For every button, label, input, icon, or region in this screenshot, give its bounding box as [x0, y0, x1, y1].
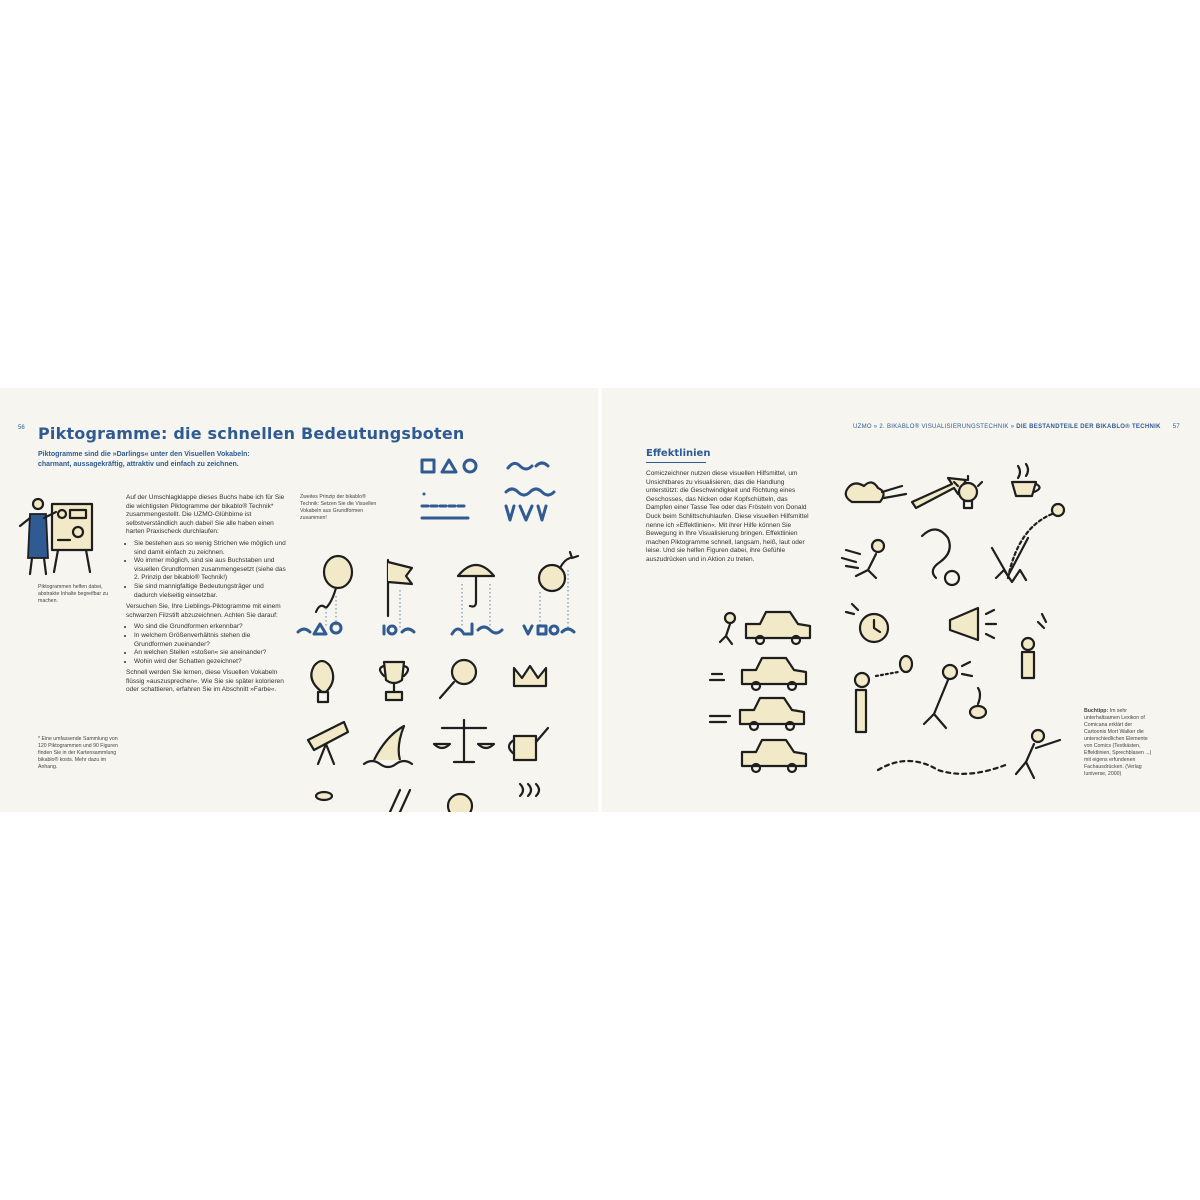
car-icon [710, 658, 806, 690]
ball-throw-icon [992, 504, 1064, 582]
effect-figures [838, 584, 1058, 784]
body-text [126, 494, 288, 698]
triangle-icon [442, 460, 456, 472]
crown-icon [514, 666, 546, 686]
circle-icon [464, 460, 476, 472]
running-head-prefix: UZMO » 2. BIKABLO® VISUALISIERUNGSTECHNIK » [852, 424, 1017, 430]
figure-caption: Piktogrammen helfen dabei, abstrakte Inhalte begreifbar zu machen. [38, 584, 109, 604]
spiral-tracks-icon [922, 529, 959, 585]
wave-icon [506, 489, 554, 495]
magnifier-icon [440, 660, 476, 698]
flag-icon [388, 560, 412, 628]
footnote: * Eine umfassende Sammlung von 120 Piktogrammen und 90 Figuren finden Sie in der Kartensammlung bikablo® kosts. Mehr dazu im Anhang. [38, 736, 118, 770]
alarm-clock-icon [846, 604, 888, 642]
page-title: Piktogramme: die schnellen Bedeutungsboten [38, 424, 465, 443]
trophy-icon [380, 662, 408, 700]
effect-lines-top [832, 458, 1072, 588]
list-item: • Sie sind mannigfaltige Bedeutungsträger und dadurch vielseitig einsetzbar. [134, 583, 288, 600]
principle-caption: Zweites Prinzip der bikablo® Technik: Setzen Sie die Visuellen Vokabeln aus Grundformen zusammen! [300, 494, 377, 521]
car-icon [710, 698, 804, 730]
bomb-icon [539, 552, 578, 628]
fast-ball-icon [846, 482, 906, 502]
running-head-section: DIE BESTANDTEILE DER BIKABLO® TECHNIK [1016, 424, 1161, 430]
light-bulb-icon [311, 661, 333, 702]
pointing-figure-icon [878, 730, 1060, 778]
book-tip [1084, 708, 1154, 778]
bullet-list-2 [126, 623, 288, 666]
letter-u-icon [506, 506, 514, 520]
list-item: • Wo sind die Grundformen erkennbar? [134, 623, 288, 632]
page-number-right: 57 [1172, 424, 1180, 430]
ladder-icon [390, 790, 410, 812]
list-item: • In welchem Größenverhältnis stehen die Grundformen zueinander? [134, 632, 288, 649]
telescope-icon [308, 722, 348, 764]
megaphone-icon [950, 608, 996, 640]
shivering-figure-icon [1022, 614, 1046, 678]
section-body: Comiczeichner nutzen diese visuellen Hilfsmittel, um Unsichtbares zu visualisieren, das die Handlung unterstützt: die Geschwindigkeit und Richtung eines Geschosses, das Nicken oder Kopfschütteln, das Dampfen einer Tasse Tee oder das Frösteln von Donald Duck beim Schlittschuhlaufen. Diese visuellen Hilfsmittel nenne ich »Effektlinien«. Mit ihrer Hilfe können Sie Bewegung in Ihre Visualisierung bringen. Effektlinien machen Piktogramme schnell, langsam, heiß, laut oder leise. Und sie helfen Figuren dabei, ihre Gefühle auszudrücken und in Aktion zu treten. [646, 470, 809, 563]
cars-illustration [710, 584, 830, 784]
bullet-list-1 [126, 540, 288, 600]
left-page [0, 388, 598, 812]
list-item: • Wo immer möglich, sind sie aus Buchstaben und visuellen Grundformen zusammengesetzt (siehe das 2. Prinzip der bikablo® Technik!) [134, 557, 288, 583]
body-middle: Versuchen Sie, Ihre Lieblings-Piktogramme mit einem schwarzen Filzstift abzuzeichnen. Achten Sie darauf: [126, 603, 281, 619]
umbrella-icon [458, 565, 494, 628]
can-icon [316, 792, 332, 800]
list-item: • Wohin wird der Schatten gezeichnet? [134, 658, 288, 667]
pictogram-grid [300, 656, 560, 812]
person-head-icon [33, 499, 43, 509]
balloon-icon [316, 556, 352, 628]
page-number-left: 56 [18, 425, 25, 431]
square-icon [422, 460, 434, 472]
running-head [853, 424, 1180, 430]
list-item: • Sie bestehen aus so wenig Strichen wie möglich und sind damit einfach zu zeichnen. [134, 540, 288, 557]
alarm-clock-icon [448, 794, 472, 812]
book-tip-label: Buchtipp: [1084, 708, 1109, 714]
body-outro: Schnell werden Sie lernen, diese Visuellen Vokabeln flüssig »auszusprechen«. Wie Sie sie später kolorieren oder schattieren, erfahren Sie im Abschnitt »Farbe«. [126, 669, 284, 694]
right-page [602, 388, 1200, 812]
presenter-illustration [14, 496, 114, 576]
scales-icon [434, 720, 494, 762]
bomb-icon [970, 688, 986, 718]
composed-pictograms [296, 550, 586, 640]
list-item: • An welchen Stellen »stoßen« sie aneinander? [134, 649, 288, 658]
car-icon [746, 612, 810, 644]
watering-can-icon [509, 728, 548, 760]
wave-icon [508, 463, 532, 469]
coffee-cup-icon [1012, 464, 1040, 496]
nodding-figure-icon [855, 656, 912, 732]
letter-v-icon [520, 506, 532, 520]
page-subtitle: Piktogramme sind die »Darlings« unter den Visuellen Vokabeln: charmant, aussagekräftig, attraktiv und einfach zu zeichnen. [38, 451, 250, 468]
shouting-figure-icon [924, 662, 972, 728]
running-figure-icon [842, 540, 884, 578]
section-title: Effektlinien [646, 448, 711, 459]
basic-shapes-illustration [418, 458, 568, 538]
body-intro: Auf der Umschlagklappe dieses Buchs habe ich für Sie die wichtigsten Piktogramme der bikablo® Technik* zusammengestellt. Die UZMO-Glühbirne ist selbstverständlich auch dabei! Sie alle haben einen harten Praxischeck durchlaufen: [126, 494, 285, 536]
steam-icon [520, 784, 539, 796]
shark-fin-icon [364, 726, 412, 767]
arrow-icon [912, 478, 966, 508]
section-rule [646, 462, 706, 463]
book-tip-text: Im sehr unterhaltsamen Lexikon of Comicana erklärt der Cartoonis Mort Walker die unterschiedlichen Elemente von Comics (Textkästen, Effektlinien, Sprechblasen ...) mit eigens erfundenen Fachausdrücken. (Verlag Iuniverse, 2000) [1084, 708, 1152, 777]
walking-figure-icon [720, 613, 735, 644]
car-icon [742, 740, 806, 772]
